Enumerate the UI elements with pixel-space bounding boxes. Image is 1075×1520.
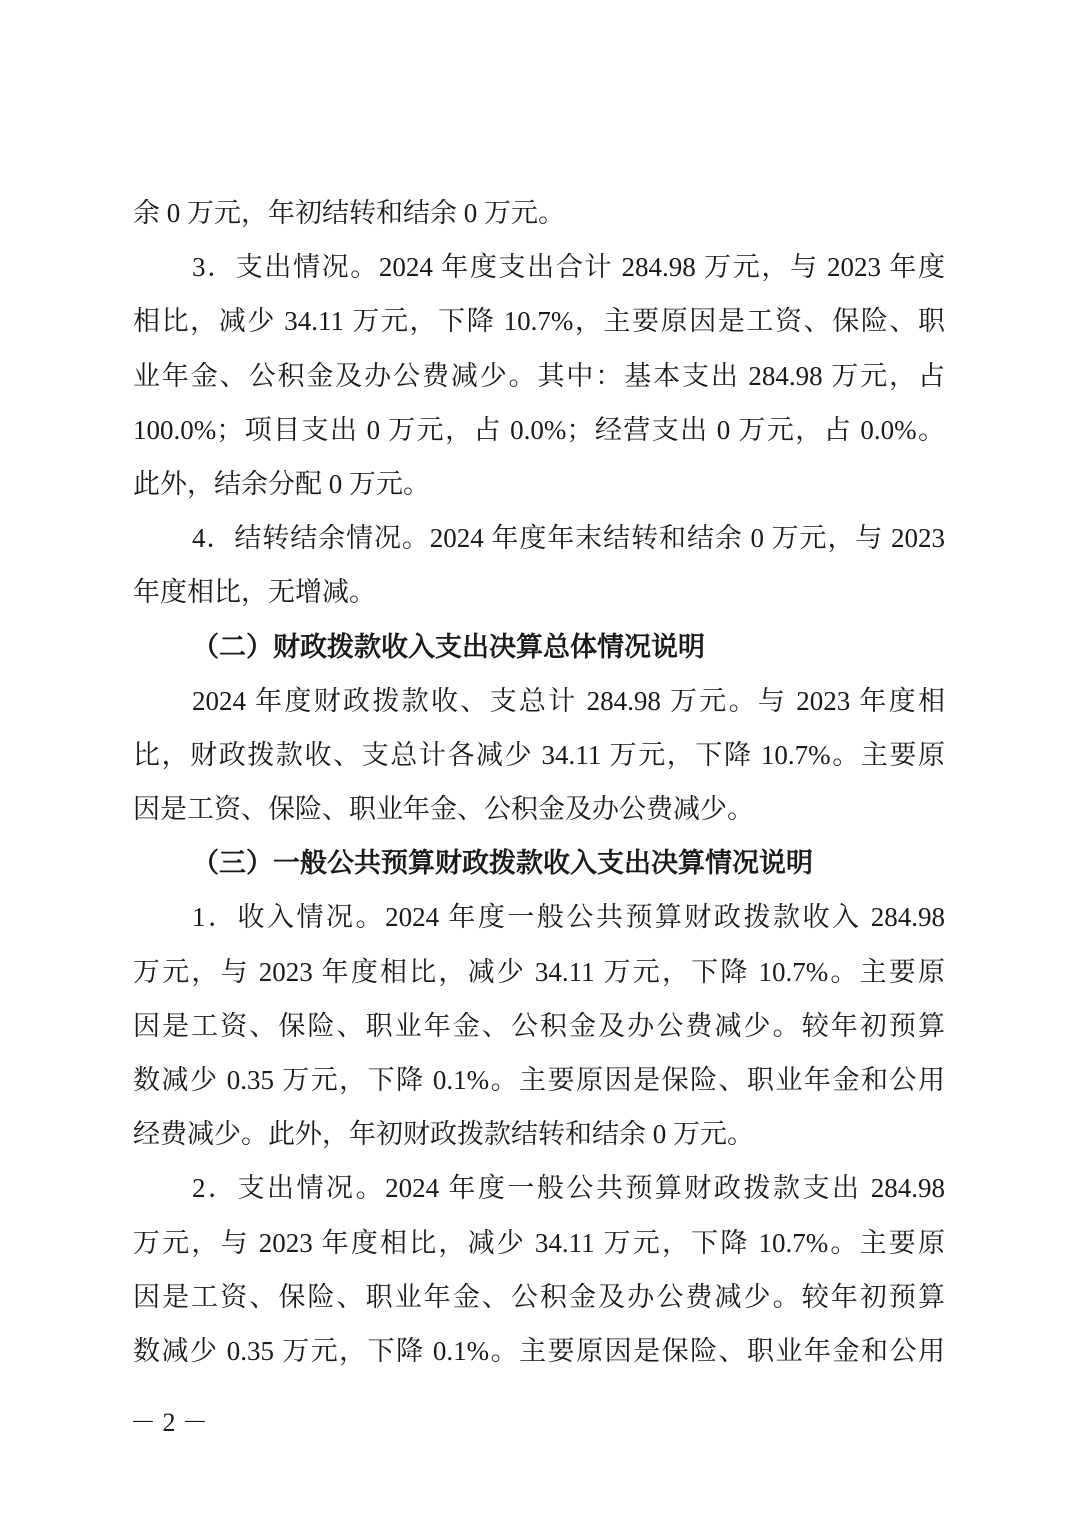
document-line: 数减少 0.35 万元，下降 0.1%。主要原因是保险、职业年金和公用 xyxy=(133,1065,945,1095)
document-body xyxy=(133,186,945,1378)
document-line: 年度相比，无增减。 xyxy=(133,577,376,608)
document-line: 3．支出情况。2024 年度支出合计 284.98 万元，与 2023 年度 xyxy=(192,252,945,283)
document-line: 余 0 万元，年初结转和结余 0 万元。 xyxy=(133,198,565,228)
section-heading: （三）一般公共预算财政拨款收入支出决算情况说明 xyxy=(192,848,813,879)
document-line: 万元，与 2023 年度相比，减少 34.11 万元，下降 10.7%。主要原 xyxy=(133,956,945,987)
document-line: 相比，减少 34.11 万元，下降 10.7%，主要原因是工资、保险、职 xyxy=(133,306,945,337)
document-line: 因是工资、保险、职业年金、公积金及办公费减少。较年初预算 xyxy=(133,1281,945,1312)
document-line: 因是工资、保险、职业年金、公积金及办公费减少。较年初预算 xyxy=(133,1010,945,1041)
document-line: 100.0%；项目支出 0 万元，占 0.0%；经营支出 0 万元，占 0.0%。 xyxy=(133,414,945,445)
section-heading: （二）财政拨款收入支出决算总体情况说明 xyxy=(192,631,705,662)
document-line: 2．支出情况。2024 年度一般公共预算财政拨款支出 284.98 xyxy=(192,1173,945,1204)
document-line: 1．收入情况。2024 年度一般公共预算财政拨款收入 284.98 xyxy=(192,902,945,933)
document-line: 业年金、公积金及办公费减少。其中：基本支出 284.98 万元，占 xyxy=(133,360,945,391)
document-line: 数减少 0.35 万元，下降 0.1%。主要原因是保险、职业年金和公用 xyxy=(133,1335,945,1366)
document-line: 经费减少。此外，年初财政拨款结转和结余 0 万元。 xyxy=(133,1119,754,1150)
document-line: 比，财政拨款收、支总计各减少 34.11 万元，下降 10.7%。主要原 xyxy=(133,739,945,770)
document-line: 4．结转结余情况。2024 年度年末结转和结余 0 万元，与 2023 xyxy=(192,523,945,554)
page-number: － 2 － xyxy=(130,1408,209,1437)
document-line: 2024 年度财政拨款收、支总计 284.98 万元。与 2023 年度相 xyxy=(192,685,945,716)
document-line: 万元，与 2023 年度相比，减少 34.11 万元，下降 10.7%。主要原 xyxy=(133,1227,945,1258)
document-line: 此外，结余分配 0 万元。 xyxy=(133,468,430,499)
document-line: 因是工资、保险、职业年金、公积金及办公费减少。 xyxy=(133,794,754,825)
